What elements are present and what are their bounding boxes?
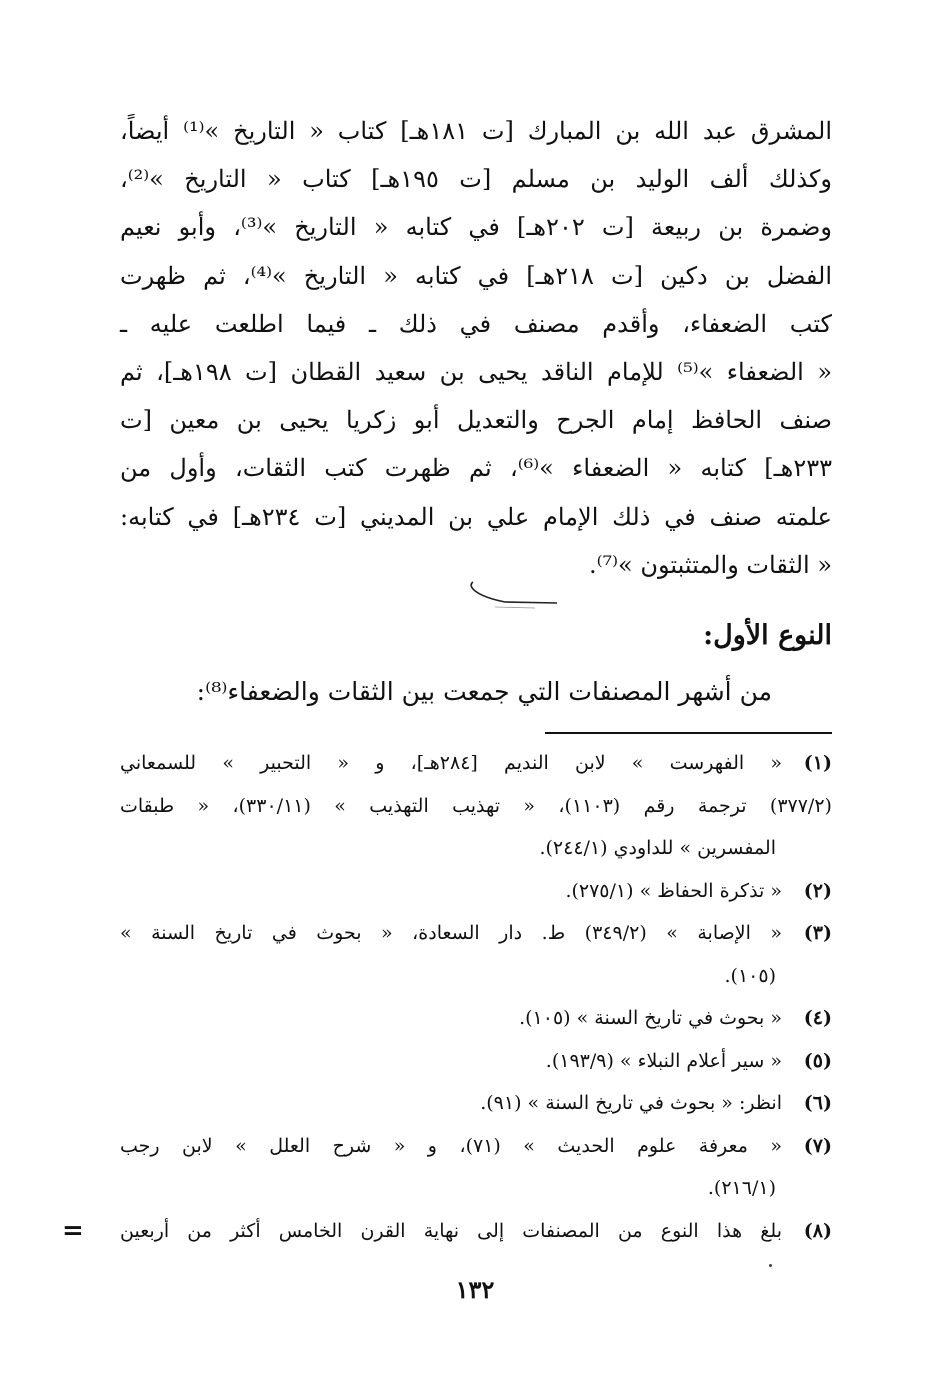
- footnote-line: (٧)« معرفة علوم الحديث » (٧١)، و « شرح العلل » لابن رجب: [120, 1125, 832, 1168]
- footnote-2: [120, 870, 832, 913]
- body-line: وكذلك ألف الوليد بن مسلم [ت ١٩٥هـ] كتاب « التاريخ »⁽²⁾،: [120, 165, 833, 194]
- footnote-line: (٥)« سير أعلام النبلاء » (١٩٣/٩).: [120, 1040, 832, 1083]
- body-line: صنف الحافظ إمام الجرح والتعديل أبو زكريا يحيى بن معين [ت: [120, 406, 832, 435]
- footnote-line: المفسرين » للداودي (٢٤٤/١).: [539, 837, 776, 859]
- footnote-line: (١٠٥).: [724, 964, 776, 987]
- footnote-1: [120, 742, 832, 870]
- footnotes: [120, 742, 832, 1252]
- footnote-3: [120, 912, 832, 997]
- footnote-line: (٨)بلغ هذا النوع من المصنفات إلى نهاية القرن الخامس أكثر من أربعين: [120, 1210, 832, 1253]
- page-number: ١٣٢: [455, 1275, 495, 1304]
- section-divider-ornament: [465, 576, 565, 612]
- section-heading: النوع الأول:: [703, 620, 832, 651]
- footnote-number: (١): [803, 752, 832, 774]
- print-speck: [769, 1264, 772, 1267]
- footnote-number: (٤): [803, 1007, 832, 1029]
- footnote-line: (٤)« بحوث في تاريخ السنة » (١٠٥).: [120, 997, 832, 1040]
- body-line: ٢٣٣هـ] كتابه « الضعفاء »⁽⁶⁾، ثم ظهرت كتب الثقات، وأول من: [120, 454, 833, 483]
- body-line: وضمرة بن ربيعة [ت ٢٠٢هـ] في كتابه « التاريخ »⁽³⁾، وأبو نعيم: [120, 213, 833, 242]
- body-line: « الثقات والمتثبتون »⁽⁷⁾.: [588, 550, 832, 579]
- footnote-5: [120, 1040, 832, 1083]
- footnote-6: [120, 1082, 832, 1125]
- body-line: « الضعفاء »⁽⁵⁾ للإمام الناقد يحيى بن سعيد القطان [ت ١٩٨هـ]، ثم: [120, 358, 833, 387]
- body-line: علمته صنف في ذلك الإمام علي بن المديني [ت ٢٣٤هـ] في كتابه:: [120, 502, 832, 531]
- continuation-mark: =: [62, 1216, 84, 1246]
- footnote-separator: [545, 732, 832, 734]
- footnote-line: (٣٧٧/٢) ترجمة رقم (١١٠٣)، « تهذيب التهذيب » (٣٣٠/١١)، « طبقات: [120, 794, 832, 817]
- footnote-number: (٣): [803, 922, 832, 944]
- footnote-4: [120, 997, 832, 1040]
- body-line: المشرق عبد الله بن المبارك [ت ١٨١هـ] كتاب « التاريخ »⁽¹⁾ أيضاً،: [120, 117, 833, 145]
- footnote-line: (٢)« تذكرة الحفاظ » (٢٧٥/١).: [120, 870, 832, 913]
- footnote-7: [120, 1125, 832, 1210]
- footnote-line: (١)« الفهرست » لابن النديم [٢٨٤هـ]، و « التحبير » للسمعاني: [120, 742, 832, 785]
- body-line: الفضل بن دكين [ت ٢١٨هـ] في كتابه « التاريخ »⁽⁴⁾، ثم ظهرت: [120, 261, 832, 290]
- footnote-line: (٣)« الإصابة » (٣٤٩/٢) ط. دار السعادة، « بحوث في تاريخ السنة »: [120, 912, 832, 955]
- section-subheading: من أشهر المصنفات التي جمعت بين الثقات والضعفاء⁽⁸⁾:: [196, 677, 772, 706]
- footnote-number: (٨): [803, 1219, 832, 1242]
- body-paragraph: [120, 107, 832, 589]
- footnote-line: (٢١٦/١).: [707, 1177, 776, 1199]
- body-line: كتب الضعفاء، وأقدم مصنف في ذلك ـ فيما اطلعت عليه ـ: [120, 309, 832, 338]
- footnote-number: (٧): [803, 1134, 832, 1157]
- footnote-line: (٦)انظر: « بحوث في تاريخ السنة » (٩١).: [120, 1082, 832, 1125]
- footnote-8: [120, 1210, 832, 1253]
- footnote-number: (٢): [803, 879, 832, 902]
- footnote-number: (٦): [803, 1092, 832, 1114]
- footnote-number: (٥): [803, 1049, 832, 1072]
